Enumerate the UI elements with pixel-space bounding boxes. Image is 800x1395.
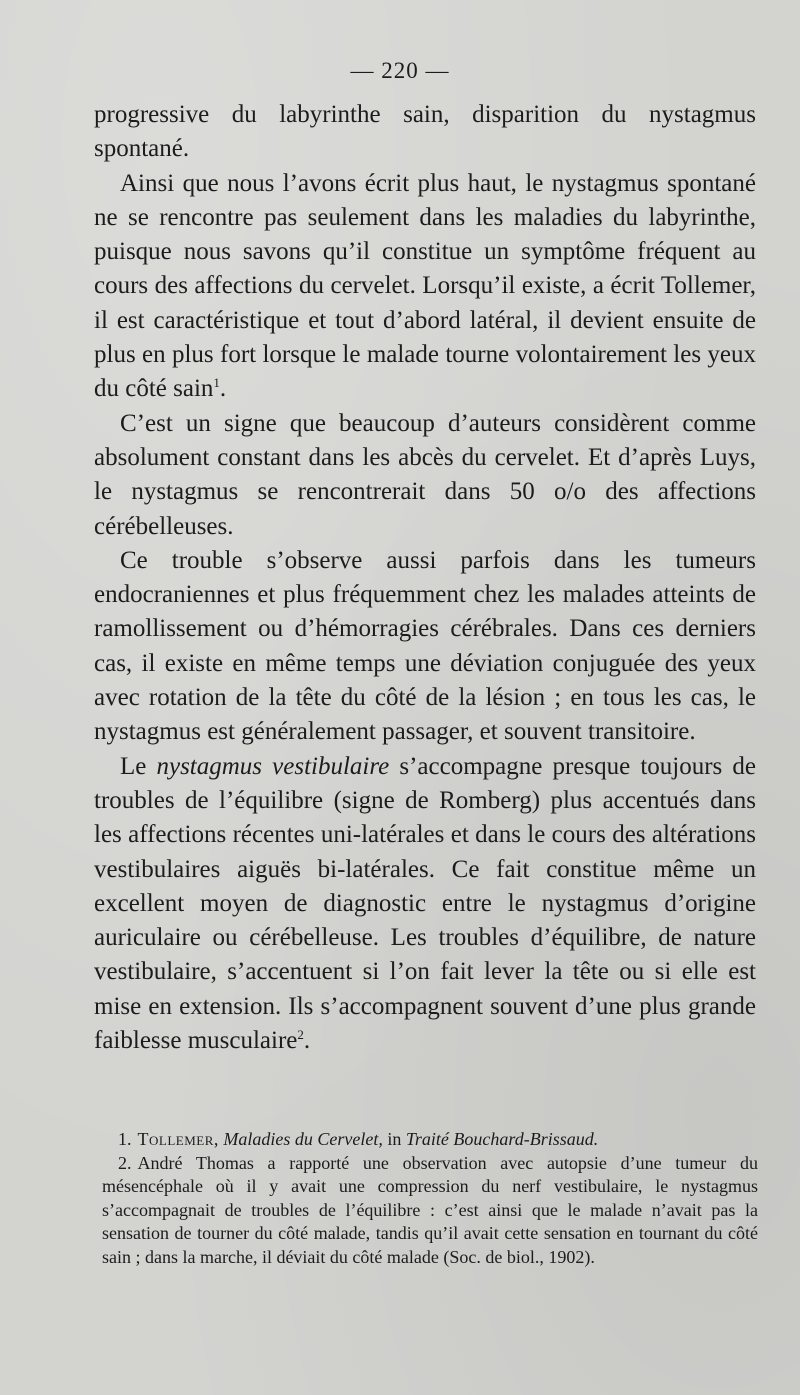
paragraph-2-text: Ainsi que nous l’avons écrit plus haut, le nystagmus spontané ne se rencontre pas seulement dans les maladies du labyrinthe, puisque nous savons qu’il constitue un symptôme fréquent au cours des affections du cervelet. Lorsqu’il existe, a écrit Tollemer, il est caractéristique et tout d’abord latéral, il devient ensuite de plus en plus fort lorsque le malade tourne volontairement les yeux du côté sain [94, 169, 756, 403]
footnote-1-work: Traité Bouchard-Brissaud. [405, 1129, 599, 1149]
page-number: — 220 — [350, 58, 450, 83]
footnotes [102, 1128, 758, 1269]
paragraph-1 [94, 98, 756, 167]
paragraph-5-lead: Le [120, 752, 157, 780]
paragraph-3 [94, 407, 756, 544]
footnote-1 [102, 1128, 758, 1152]
footnote-ref-1: 1 [213, 375, 220, 391]
footnote-1-title: Maladies du Cervelet, [223, 1129, 383, 1149]
paragraph-5-emphasis: nystagmus vestibulaire [156, 752, 390, 780]
paragraph-5-text: s’accompagne presque toujours de troubles de l’équilibre (signe de Romberg) plus accentués dans les affections récentes uni-latérales et dans le cours des altérations vestibulaires aiguës bi-latérales. Ce fait constitue même un excellent moyen de diagnostic entre le nystagmus d’origine auriculaire ou cérébelleuse. Les troubles d’équilibre, de nature vestibulaire, s’accentuent si l’on fait lever la tête ou si elle est mise en extension. Ils s’accompagnent souvent d’une plus grande faiblesse musculaire [94, 752, 756, 1055]
footnote-2 [102, 1152, 758, 1270]
footnote-ref-2: 2 [297, 1027, 304, 1043]
paragraph-3-text: C’est un signe que beaucoup d’auteurs considèrent comme absolument constant dans les abcès du cervelet. Et d’après Luys, le nystagmus se rencontrerait dans 50 o/o des affections cérébelleuses. [94, 409, 756, 540]
paragraph-2-tail: . [219, 375, 227, 403]
paragraph-4 [94, 544, 756, 750]
footnote-1-middle: in [382, 1129, 406, 1149]
footnote-1-number: 1. [118, 1129, 132, 1149]
paragraph-5-tail: . [303, 1027, 311, 1055]
paragraph-1-text: progressive du labyrinthe sain, disparition du nystagmus spontané. [94, 101, 756, 163]
paragraph-4-text: Ce trouble s’observe aussi parfois dans les tumeurs endocraniennes et plus fréquemment chez les malades atteints de ramollissement ou d’hémorragies cérébrales. Dans ces derniers cas, il existe en même temps une déviation conjuguée des yeux avec rotation de la tête du côté de la lésion ; en tous les cas, le nystagmus est généralement passager, et souvent transitoire. [94, 546, 756, 746]
footnote-1-author: Tollemer, [137, 1129, 219, 1149]
main-text [94, 98, 756, 1058]
footnote-2-number: 2. [118, 1152, 132, 1173]
paragraph-2 [94, 167, 756, 407]
paragraph-5 [94, 750, 756, 1059]
footnote-2-text: André Thomas a rapporté une observation avec autopsie d’une tumeur du mésencéphale où il y avait une compression du nerf vestibulaire, le nystagmus s’accompagnait de troubles de l’équilibre : c’est ainsi que le malade n’avait pas la sensation de tourner du côté malade, tandis qu’il avait cette sensation en tournant du côté sain ; dans la marche, il déviait du côté malade (Soc. de biol., 1902). [102, 1152, 758, 1267]
